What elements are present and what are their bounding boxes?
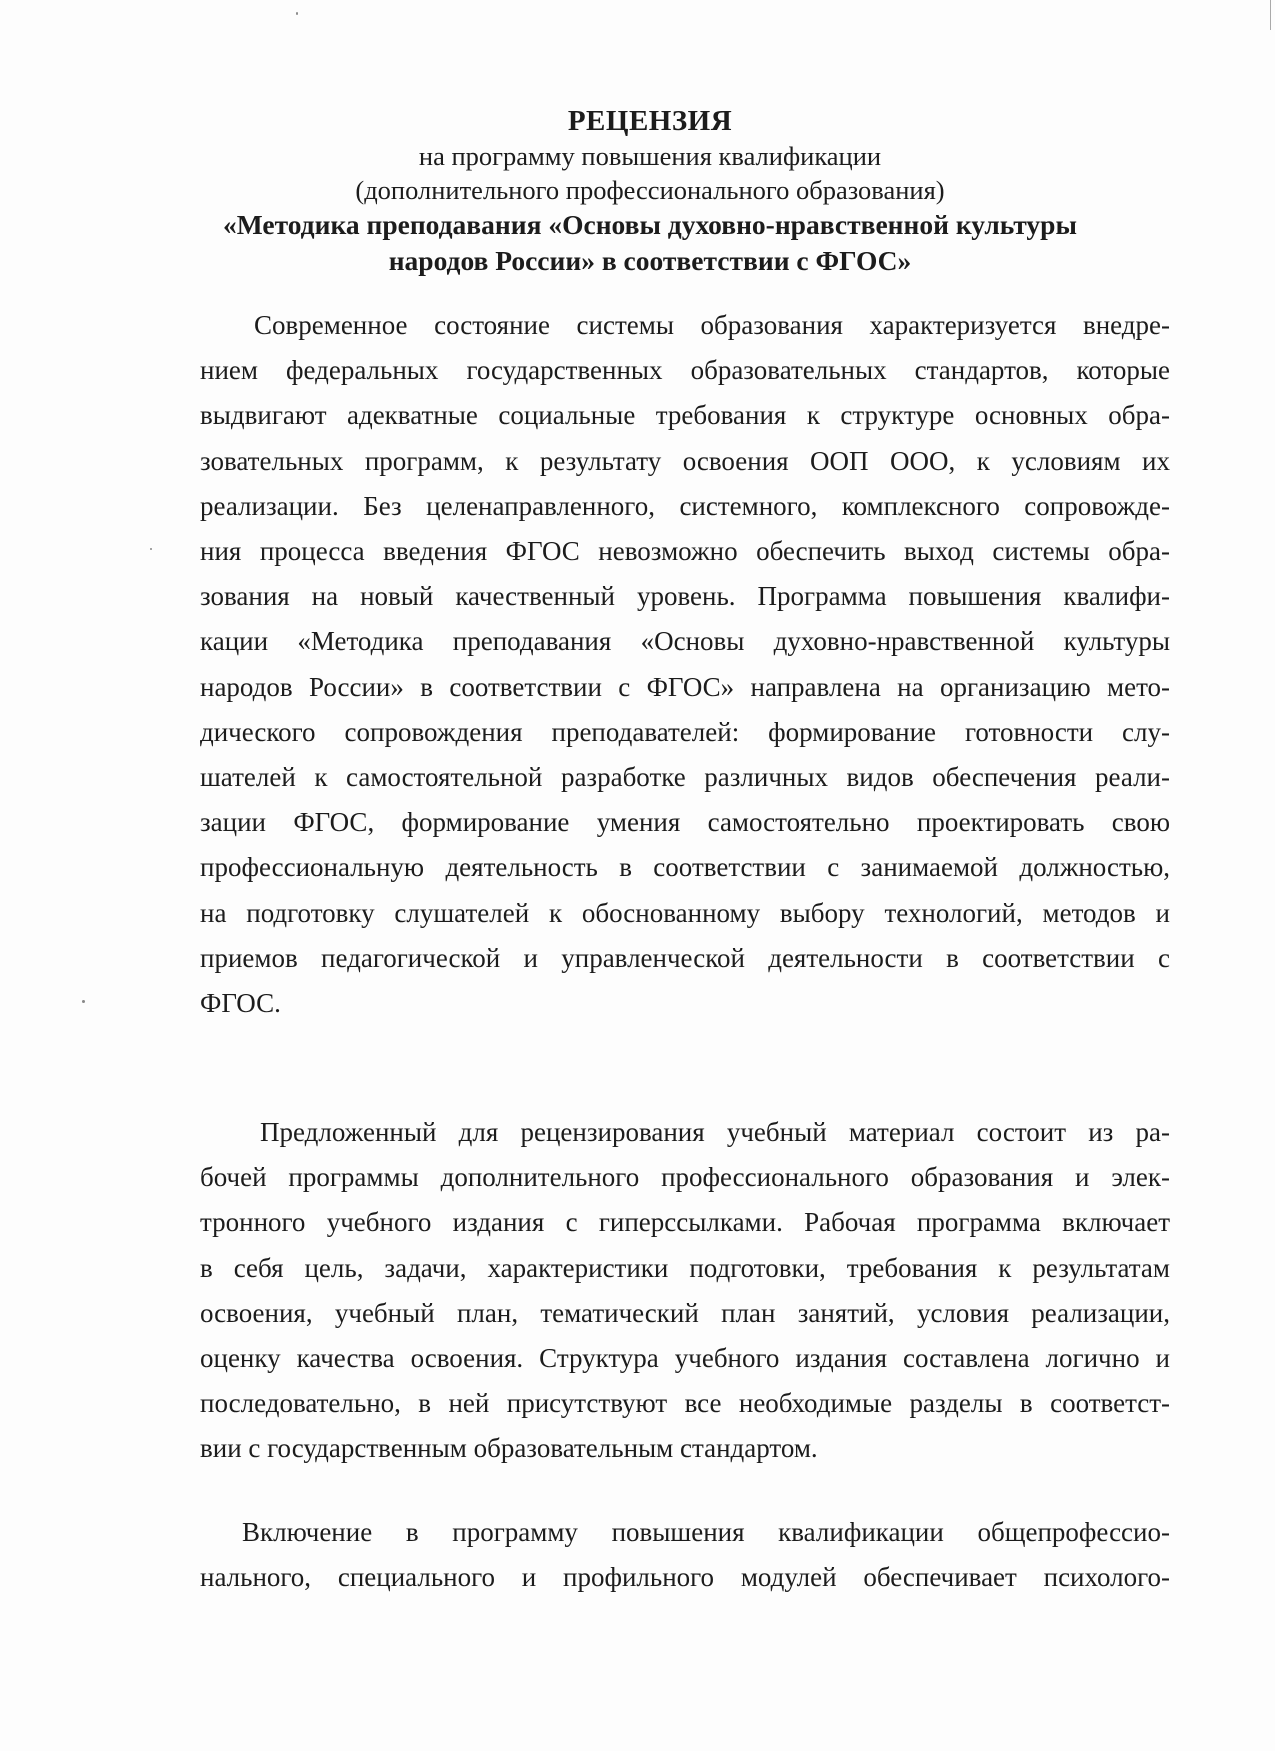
text-line: народов России» в соответствии с ФГОС» направлена на организацию мето- [200,671,1170,702]
scan-edge-mark [1270,0,1271,30]
text-line: ния процесса введения ФГОС невозможно обеспечить выход системы обра- [200,536,1170,567]
text-line: дического сопровождения преподавателей: формирование готовности слу- [200,716,1170,747]
text-line: шателей к самостоятельной разработке различных видов обеспечения реали- [200,762,1170,793]
paragraph-3 [200,1510,1170,1600]
text-line: нием федеральных государственных образовательных стандартов, которые [200,355,1170,386]
text-line: Предложенный для рецензирования учебный материал состоит из ра- [260,1117,1170,1147]
text-line: Современное состояние системы образования характеризуется внедре- [254,310,1170,340]
text-line: тронного учебного издания с гиперссылками. Рабочая программа включает [200,1207,1170,1238]
text-line: вии с государственным образовательным стандартом. [200,1433,818,1464]
text-line: на подготовку слушателей к обоснованному выбору технологий, методов и [200,897,1170,928]
text-line: Включение в программу повышения квалификации общепрофессио- [242,1517,1170,1547]
text-line: бочей программы дополнительного профессионального образования и элек- [200,1162,1170,1193]
text-line: нального, специального и профильного модулей обеспечивает психолого- [200,1562,1170,1593]
paragraph-2 [200,1110,1170,1472]
text-line: зации ФГОС, формирование умения самостоятельно проектировать свою [200,807,1170,838]
program-name: народов России» в соответствии с ФГОС» [388,245,912,276]
text-line: выдвигают адекватные социальные требования к структуре основных обра- [200,400,1170,431]
text-line: ФГОС. [200,988,281,1019]
text-line: профессиональную деятельность в соответствии с занимаемой должностью, [200,852,1170,883]
text-line: приемов педагогической и управленческой деятельности в соответствии с [200,942,1170,973]
paragraph-1 [200,303,1170,1026]
document-title: РЕЦЕНЗИЯ [567,105,733,137]
text-line: зовательных программ, к результату освоения ООП ООО, к условиям их [200,445,1170,476]
document-subtitle: на программу повышения квалификации [418,141,882,171]
text-line: зования на новый качественный уровень. Программа повышения квалифи- [200,581,1170,612]
program-name: «Методика преподавания «Основы духовно-нравственной культуры [223,209,1077,240]
text-line: кации «Методика преподавания «Основы духовно-нравственной культуры [200,626,1170,657]
document-subtitle: (дополнительного профессионального образования) [355,175,945,205]
scan-speck [150,548,152,550]
document-header [150,103,1150,279]
text-line: реализации. Без целенаправленного, системного, комплексного сопровожде- [200,490,1170,521]
text-line: оценку качества освоения. Структура учебного издания составлена логично и [200,1343,1170,1374]
text-line: освоения, учебный план, тематический план занятий, условия реализации, [200,1297,1170,1328]
scan-speck [296,12,298,15]
text-line: в себя цель, задачи, характеристики подготовки, требования к результатам [200,1252,1170,1283]
scan-speck [82,1000,85,1003]
text-line: последовательно, в ней присутствуют все необходимые разделы в соответст- [200,1388,1170,1419]
